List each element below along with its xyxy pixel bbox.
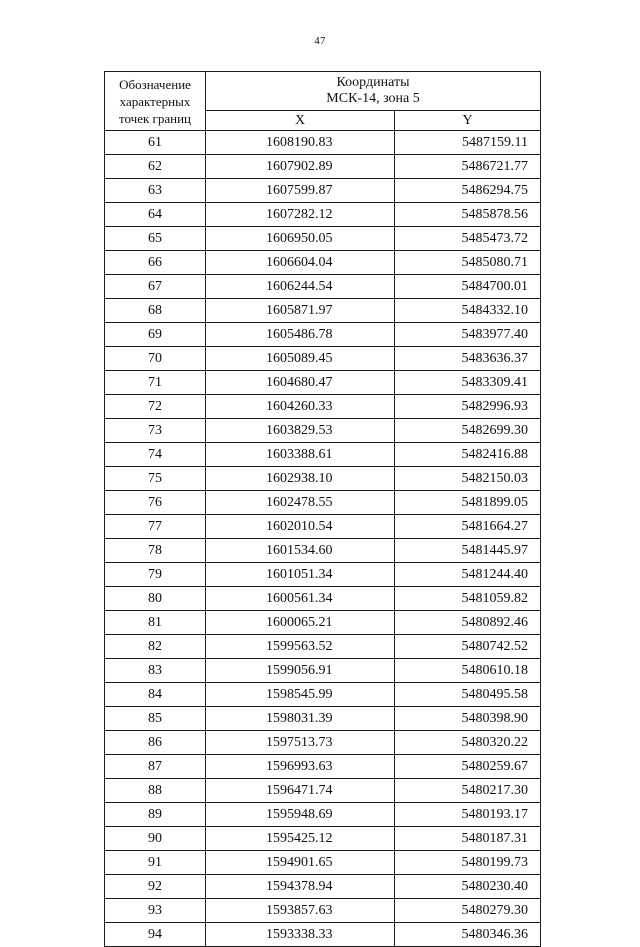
point-header-line-2: характерных [119, 93, 191, 109]
point-number-cell: 80 [105, 587, 206, 611]
point-number-cell: 69 [105, 323, 206, 347]
x-coordinate-cell: 1599056.91 [206, 659, 395, 683]
y-coordinate-cell: 5482996.93 [395, 395, 541, 419]
y-coordinate-cell: 5481664.27 [395, 515, 541, 539]
point-number-cell: 84 [105, 683, 206, 707]
table-row [105, 131, 541, 155]
table-row [105, 419, 541, 443]
y-coordinate-cell: 5485080.71 [395, 251, 541, 275]
table-row [105, 443, 541, 467]
y-column-header: Y [395, 111, 541, 131]
x-coordinate-cell: 1600065.21 [206, 611, 395, 635]
y-coordinate-cell: 5480742.52 [395, 635, 541, 659]
table-row [105, 707, 541, 731]
x-coordinate-cell: 1598031.39 [206, 707, 395, 731]
point-number-cell: 65 [105, 227, 206, 251]
table-row [105, 539, 541, 563]
x-coordinate-cell: 1601534.60 [206, 539, 395, 563]
table-row [105, 635, 541, 659]
y-coordinate-cell: 5485878.56 [395, 203, 541, 227]
table-row [105, 227, 541, 251]
y-coordinate-cell: 5480610.18 [395, 659, 541, 683]
table-row [105, 203, 541, 227]
point-number-cell: 94 [105, 923, 206, 947]
y-coordinate-cell: 5483309.41 [395, 371, 541, 395]
point-number-cell: 66 [105, 251, 206, 275]
table-row [105, 779, 541, 803]
point-number-cell: 91 [105, 851, 206, 875]
x-column-header: X [206, 111, 395, 131]
table-row [105, 875, 541, 899]
point-header-line-1: Обозначение [119, 76, 191, 92]
x-coordinate-cell: 1602938.10 [206, 467, 395, 491]
point-number-cell: 83 [105, 659, 206, 683]
table-row [105, 491, 541, 515]
table-row [105, 275, 541, 299]
x-coordinate-cell: 1597513.73 [206, 731, 395, 755]
y-coordinate-cell: 5487159.11 [395, 131, 541, 155]
y-coordinate-cell: 5485473.72 [395, 227, 541, 251]
y-coordinate-cell: 5480259.67 [395, 755, 541, 779]
y-coordinate-cell: 5482699.30 [395, 419, 541, 443]
point-number-cell: 87 [105, 755, 206, 779]
point-number-cell: 73 [105, 419, 206, 443]
x-coordinate-cell: 1596993.63 [206, 755, 395, 779]
point-number-cell: 70 [105, 347, 206, 371]
table-row [105, 395, 541, 419]
x-coordinate-cell: 1604260.33 [206, 395, 395, 419]
table-row [105, 587, 541, 611]
y-coordinate-cell: 5480398.90 [395, 707, 541, 731]
x-coordinate-cell: 1605486.78 [206, 323, 395, 347]
table-row [105, 611, 541, 635]
page-number: 47 [314, 35, 326, 47]
x-coordinate-cell: 1594901.65 [206, 851, 395, 875]
y-coordinate-cell: 5481445.97 [395, 539, 541, 563]
x-coordinate-cell: 1603388.61 [206, 443, 395, 467]
y-coordinate-cell: 5483977.40 [395, 323, 541, 347]
boundary-points-coordinates-table [104, 71, 541, 947]
y-coordinate-cell: 5480279.30 [395, 899, 541, 923]
x-coordinate-cell: 1593857.63 [206, 899, 395, 923]
y-coordinate-cell: 5486721.77 [395, 155, 541, 179]
point-number-cell: 67 [105, 275, 206, 299]
table-header-row-top [105, 72, 541, 111]
y-coordinate-cell: 5482416.88 [395, 443, 541, 467]
x-coordinate-cell: 1593338.33 [206, 923, 395, 947]
point-number-cell: 86 [105, 731, 206, 755]
table-row [105, 323, 541, 347]
table-row [105, 155, 541, 179]
x-coordinate-cell: 1602010.54 [206, 515, 395, 539]
x-coordinate-cell: 1594378.94 [206, 875, 395, 899]
table-row [105, 803, 541, 827]
table-row [105, 515, 541, 539]
table-row [105, 659, 541, 683]
x-coordinate-cell: 1595425.12 [206, 827, 395, 851]
y-coordinate-cell: 5484700.01 [395, 275, 541, 299]
table-row [105, 179, 541, 203]
point-number-cell: 81 [105, 611, 206, 635]
point-number-cell: 68 [105, 299, 206, 323]
x-coordinate-cell: 1606244.54 [206, 275, 395, 299]
point-number-cell: 88 [105, 779, 206, 803]
x-coordinate-cell: 1601051.34 [206, 563, 395, 587]
table-row [105, 467, 541, 491]
point-number-cell: 79 [105, 563, 206, 587]
y-coordinate-cell: 5480892.46 [395, 611, 541, 635]
point-number-cell: 92 [105, 875, 206, 899]
point-designation-header [105, 72, 206, 131]
x-coordinate-cell: 1596471.74 [206, 779, 395, 803]
x-coordinate-cell: 1607282.12 [206, 203, 395, 227]
x-coordinate-cell: 1595948.69 [206, 803, 395, 827]
point-number-cell: 89 [105, 803, 206, 827]
point-number-cell: 85 [105, 707, 206, 731]
coordinates-header [206, 72, 541, 111]
coordinates-header-line-1: Координаты [336, 75, 410, 90]
y-coordinate-cell: 5483636.37 [395, 347, 541, 371]
table-row [105, 923, 541, 947]
x-coordinate-cell: 1606604.04 [206, 251, 395, 275]
point-number-cell: 63 [105, 179, 206, 203]
y-coordinate-cell: 5486294.75 [395, 179, 541, 203]
point-number-cell: 75 [105, 467, 206, 491]
y-coordinate-cell: 5480230.40 [395, 875, 541, 899]
table-row [105, 851, 541, 875]
x-coordinate-cell: 1607599.87 [206, 179, 395, 203]
x-coordinate-cell: 1600561.34 [206, 587, 395, 611]
table-row [105, 371, 541, 395]
y-coordinate-cell: 5481059.82 [395, 587, 541, 611]
point-number-cell: 62 [105, 155, 206, 179]
point-number-cell: 90 [105, 827, 206, 851]
y-coordinate-cell: 5482150.03 [395, 467, 541, 491]
table-row [105, 731, 541, 755]
table-row [105, 299, 541, 323]
y-coordinate-cell: 5480217.30 [395, 779, 541, 803]
y-coordinate-cell: 5480193.17 [395, 803, 541, 827]
table-row [105, 683, 541, 707]
y-coordinate-cell: 5480199.73 [395, 851, 541, 875]
y-coordinate-cell: 5480495.58 [395, 683, 541, 707]
point-number-cell: 76 [105, 491, 206, 515]
x-coordinate-cell: 1606950.05 [206, 227, 395, 251]
point-number-cell: 78 [105, 539, 206, 563]
y-coordinate-cell: 5481244.40 [395, 563, 541, 587]
table-row [105, 563, 541, 587]
table-row [105, 347, 541, 371]
y-coordinate-cell: 5480346.36 [395, 923, 541, 947]
y-coordinate-cell: 5481899.05 [395, 491, 541, 515]
point-number-cell: 72 [105, 395, 206, 419]
point-header-line-3: точек границ [118, 110, 192, 126]
table-row [105, 827, 541, 851]
x-coordinate-cell: 1599563.52 [206, 635, 395, 659]
x-coordinate-cell: 1604680.47 [206, 371, 395, 395]
point-number-cell: 93 [105, 899, 206, 923]
point-number-cell: 71 [105, 371, 206, 395]
table-body [105, 131, 541, 947]
point-number-cell: 64 [105, 203, 206, 227]
table-header [105, 72, 541, 131]
point-number-cell: 74 [105, 443, 206, 467]
y-coordinate-cell: 5480320.22 [395, 731, 541, 755]
coordinates-header-line-2: МСК-14, зона 5 [326, 91, 420, 106]
x-coordinate-cell: 1607902.89 [206, 155, 395, 179]
x-coordinate-cell: 1603829.53 [206, 419, 395, 443]
table-row [105, 251, 541, 275]
y-coordinate-cell: 5484332.10 [395, 299, 541, 323]
point-number-cell: 77 [105, 515, 206, 539]
y-coordinate-cell: 5480187.31 [395, 827, 541, 851]
x-coordinate-cell: 1602478.55 [206, 491, 395, 515]
x-coordinate-cell: 1605871.97 [206, 299, 395, 323]
point-number-cell: 82 [105, 635, 206, 659]
x-coordinate-cell: 1598545.99 [206, 683, 395, 707]
table-row [105, 899, 541, 923]
x-coordinate-cell: 1608190.83 [206, 131, 395, 155]
table-row [105, 755, 541, 779]
x-coordinate-cell: 1605089.45 [206, 347, 395, 371]
point-number-cell: 61 [105, 131, 206, 155]
